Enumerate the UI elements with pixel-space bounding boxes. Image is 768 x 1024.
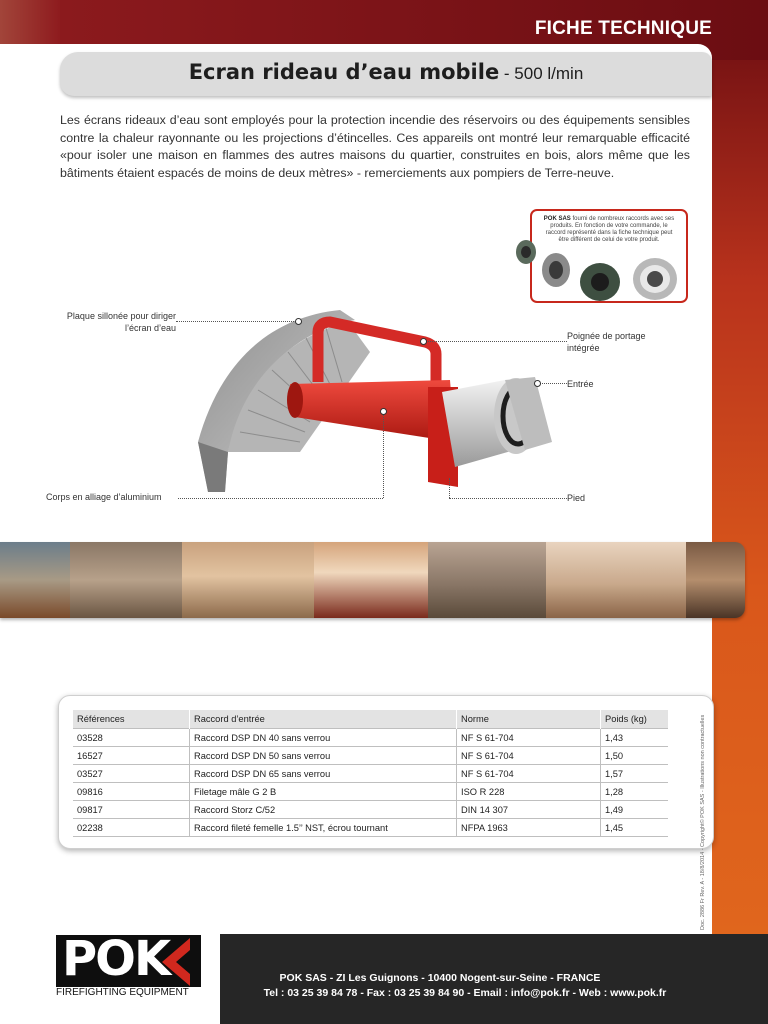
- document-reference-note: Doc. 2886 Fr Rev. A - 18/8/2014 - Copyright© POK SAS - Illustrations non contractuelles: [700, 714, 706, 930]
- fitting-small: [516, 240, 536, 264]
- table-row: [73, 801, 668, 819]
- photo-spray: [546, 542, 686, 618]
- photo-helmet: [686, 542, 745, 618]
- cell-poids: 1,45: [601, 819, 669, 837]
- cell-norme: NF S 61-704: [457, 765, 601, 783]
- table-row: [73, 819, 668, 837]
- leader-corps-vertical: [383, 412, 384, 498]
- cell-raccord: Raccord DSP DN 40 sans verrou: [190, 729, 457, 747]
- col-raccord: Raccord d’entrée: [190, 710, 457, 729]
- title-flow: - 500 l/min: [499, 64, 584, 83]
- cell-poids: 1,50: [601, 747, 669, 765]
- cell-reference: 09817: [73, 801, 190, 819]
- label-pied: Pied: [567, 493, 586, 503]
- cell-norme: ISO R 228: [457, 783, 601, 801]
- cell-poids: 1,28: [601, 783, 669, 801]
- photo-firefighters: [182, 542, 314, 618]
- leader-corps: [178, 498, 383, 499]
- cell-reference: 09816: [73, 783, 190, 801]
- fitting-grey: [542, 253, 570, 287]
- leader-pied: [449, 498, 567, 499]
- label-plaque: Plaque sillonée pour diriger l’écran d’eau: [66, 311, 176, 333]
- col-poids: Poids (kg): [601, 710, 669, 729]
- label-entree: Entrée: [567, 379, 594, 389]
- leader-poignee: [424, 341, 567, 342]
- cell-poids: 1,49: [601, 801, 669, 819]
- fitting-storz: [633, 258, 677, 300]
- table-row: [73, 729, 668, 747]
- side-gradient-strip: [712, 60, 768, 940]
- references-table-card: [58, 695, 714, 849]
- page-title: [60, 60, 712, 85]
- leader-entree: [538, 383, 567, 384]
- photo-refinery: [428, 542, 546, 618]
- marker-corps: [380, 408, 387, 415]
- cell-reference: 03528: [73, 729, 190, 747]
- cell-norme: NF S 61-704: [457, 747, 601, 765]
- callout-body: fourni de nombreux raccords avec ses produits. En fonction de votre commande, le raccord représenté dans la fiche technique peut être différent de celui de votre produit.: [545, 216, 675, 243]
- col-references: Références: [73, 710, 190, 729]
- cell-raccord: Filetage mâle G 2 B: [190, 783, 457, 801]
- pok-logo: POK: [62, 931, 170, 987]
- cell-reference: 02238: [73, 819, 190, 837]
- table-row: [73, 747, 668, 765]
- cell-raccord: Raccord DSP DN 65 sans verrou: [190, 765, 457, 783]
- marker-entree: [534, 380, 541, 387]
- photo-water-curtain: [70, 542, 182, 618]
- callout-brand: POK SAS: [543, 216, 571, 222]
- photo-fire-1: [0, 542, 70, 618]
- table-header-row: [73, 710, 668, 729]
- inlet-coupling: [442, 377, 552, 467]
- cell-poids: 1,57: [601, 765, 669, 783]
- cell-norme: DIN 14 307: [457, 801, 601, 819]
- table-row: [73, 765, 668, 783]
- label-poignee: Poignée de portage intégrée: [567, 331, 646, 353]
- table-row: [73, 783, 668, 801]
- photo-strip: [0, 542, 745, 618]
- intro-paragraph: Les écrans rideaux d’eau sont employés pour la protection incendie des réservoirs ou des équipements sensibles contre la chaleur rayonnante ou les projections d’étincelles. Ces appareils ont montré leur remarquable efficacité «pour isoler une maison en flammes des autres maisons du quartier, construites en bois, alors même que les bâtiments étaient espacés de moins de deux mètres» - remerciements aux pompiers de Terre-neuve.: [60, 113, 690, 180]
- col-norme: Norme: [457, 710, 601, 729]
- cell-poids: 1,43: [601, 729, 669, 747]
- cell-reference: 03527: [73, 765, 190, 783]
- references-table: [73, 710, 668, 837]
- cell-reference: 16527: [73, 747, 190, 765]
- cell-raccord: Raccord DSP DN 50 sans verrou: [190, 747, 457, 765]
- footer-address: POK SAS - ZI Les Guignons - 10400 Nogent-sur-Seine - FRANCE: [279, 972, 601, 984]
- photo-nozzle: [314, 542, 428, 618]
- cell-raccord: Raccord Storz C/52: [190, 801, 457, 819]
- product-illustration: [180, 292, 600, 522]
- cell-norme: NFPA 1963: [457, 819, 601, 837]
- label-corps: Corps en alliage d’aluminium: [46, 492, 162, 502]
- leader-plaque: [176, 321, 298, 322]
- fiche-technique-badge: FICHE TECHNIQUE: [534, 18, 712, 39]
- marker-plaque: [295, 318, 302, 325]
- cell-raccord: Raccord fileté femelle 1.5’’ NST, écrou tournant: [190, 819, 457, 837]
- leader-pied-vertical: [449, 478, 450, 498]
- footer-contact: Tel : 03 25 39 84 78 - Fax : 03 25 39 84 90 - Email : info@pok.fr - Web : www.pok.fr: [263, 987, 667, 999]
- title-bold: Ecran rideau d’eau mobile: [188, 60, 500, 84]
- marker-poignee: [420, 338, 427, 345]
- logo-subtitle: FIREFIGHTING EQUIPMENT: [56, 987, 189, 998]
- cell-norme: NF S 61-704: [457, 729, 601, 747]
